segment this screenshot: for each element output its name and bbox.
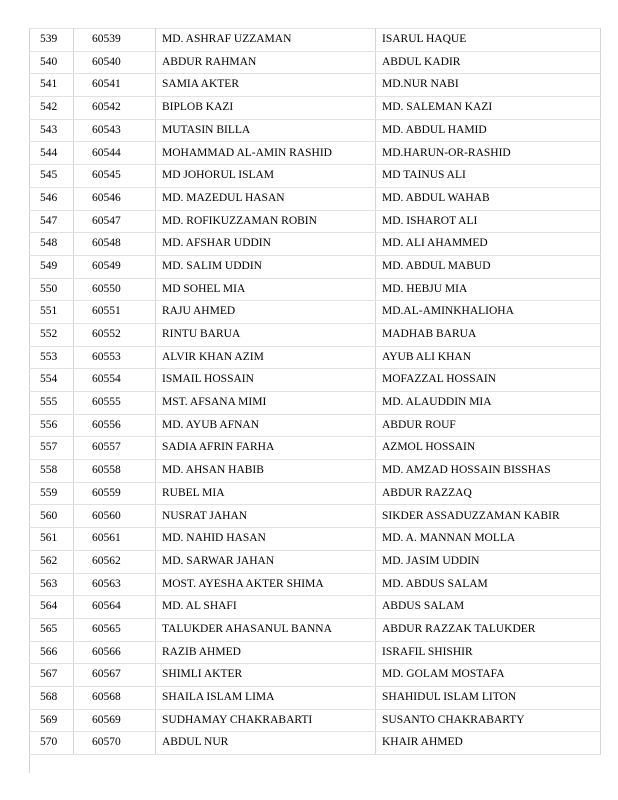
table-row <box>30 74 601 97</box>
father-name-cell: MOFAZZAL HOSSAIN <box>376 369 601 392</box>
serial-number-cell: 547 <box>30 210 74 233</box>
candidate-name-cell: MD. ROFIKUZZAMAN ROBIN <box>156 210 376 233</box>
candidate-name-cell: MD. SALIM UDDIN <box>156 255 376 278</box>
table-row <box>30 437 601 460</box>
table-row <box>30 550 601 573</box>
candidate-name-cell: SHAILA ISLAM LIMA <box>156 686 376 709</box>
roll-number-cell: 60566 <box>74 641 156 664</box>
father-name-cell: SIKDER ASSADUZZAMAN KABIR <box>376 505 601 528</box>
serial-number-cell: 554 <box>30 369 74 392</box>
roll-number-cell: 60558 <box>74 460 156 483</box>
table-row <box>30 641 601 664</box>
candidate-name-cell: ABDUR RAHMAN <box>156 51 376 74</box>
table-row <box>30 165 601 188</box>
father-name-cell: MD. ABDUL HAMID <box>376 119 601 142</box>
table-row <box>30 392 601 415</box>
table-row <box>30 51 601 74</box>
serial-number-cell: 560 <box>30 505 74 528</box>
table-row <box>30 301 601 324</box>
serial-number-cell: 565 <box>30 618 74 641</box>
father-name-cell: ISARUL HAQUE <box>376 29 601 52</box>
roster-table <box>29 28 601 755</box>
roll-number-cell: 60567 <box>74 664 156 687</box>
table-row <box>30 255 601 278</box>
serial-number-cell: 561 <box>30 528 74 551</box>
candidate-name-cell: MD. MAZEDUL HASAN <box>156 187 376 210</box>
table-row <box>30 323 601 346</box>
father-name-cell: MD. HEBJU MIA <box>376 278 601 301</box>
father-name-cell: ISRAFIL SHISHIR <box>376 641 601 664</box>
candidate-name-cell: RAZIB AHMED <box>156 641 376 664</box>
table-row <box>30 119 601 142</box>
father-name-cell: MD. JASIM UDDIN <box>376 550 601 573</box>
table-row <box>30 233 601 256</box>
roll-number-cell: 60554 <box>74 369 156 392</box>
father-name-cell: ABDUR RAZZAK TALUKDER <box>376 618 601 641</box>
serial-number-cell: 556 <box>30 414 74 437</box>
candidate-name-cell: RINTU BARUA <box>156 323 376 346</box>
father-name-cell: KHAIR AHMED <box>376 732 601 755</box>
table-row <box>30 686 601 709</box>
serial-number-cell: 567 <box>30 664 74 687</box>
serial-number-cell: 566 <box>30 641 74 664</box>
candidate-name-cell: MUTASIN BILLA <box>156 119 376 142</box>
father-name-cell: MD. ALI AHAMMED <box>376 233 601 256</box>
father-name-cell: MD. ABDUL MABUD <box>376 255 601 278</box>
father-name-cell: MADHAB BARUA <box>376 323 601 346</box>
father-name-cell: MD. SALEMAN KAZI <box>376 97 601 120</box>
table-row <box>30 482 601 505</box>
father-name-cell: MD. ABDUS SALAM <box>376 573 601 596</box>
roll-number-cell: 60540 <box>74 51 156 74</box>
table-row <box>30 278 601 301</box>
father-name-cell: MD. ISHAROT ALI <box>376 210 601 233</box>
father-name-cell: ABDUR ROUF <box>376 414 601 437</box>
roll-number-cell: 60568 <box>74 686 156 709</box>
serial-number-cell: 548 <box>30 233 74 256</box>
table-row <box>30 709 601 732</box>
serial-number-cell: 540 <box>30 51 74 74</box>
father-name-cell: MD.HARUN-OR-RASHID <box>376 142 601 165</box>
serial-number-cell: 541 <box>30 74 74 97</box>
table-row <box>30 414 601 437</box>
roll-number-cell: 60543 <box>74 119 156 142</box>
serial-number-cell: 559 <box>30 482 74 505</box>
candidate-name-cell: MD. AYUB AFNAN <box>156 414 376 437</box>
table-row <box>30 573 601 596</box>
roll-number-cell: 60547 <box>74 210 156 233</box>
roll-number-cell: 60561 <box>74 528 156 551</box>
candidate-name-cell: SUDHAMAY CHAKRABARTI <box>156 709 376 732</box>
father-name-cell: MD. A. MANNAN MOLLA <box>376 528 601 551</box>
candidate-name-cell: NUSRAT JAHAN <box>156 505 376 528</box>
roll-number-cell: 60544 <box>74 142 156 165</box>
father-name-cell: AZMOL HOSSAIN <box>376 437 601 460</box>
roll-number-cell: 60555 <box>74 392 156 415</box>
serial-number-cell: 553 <box>30 346 74 369</box>
roll-number-cell: 60564 <box>74 596 156 619</box>
serial-number-cell: 545 <box>30 165 74 188</box>
father-name-cell: MD. ALAUDDIN MIA <box>376 392 601 415</box>
candidate-name-cell: ABDUL NUR <box>156 732 376 755</box>
candidate-name-cell: BIPLOB KAZI <box>156 97 376 120</box>
serial-number-cell: 539 <box>30 29 74 52</box>
serial-number-cell: 544 <box>30 142 74 165</box>
father-name-cell: ABDUR RAZZAQ <box>376 482 601 505</box>
candidate-name-cell: SADIA AFRIN FARHA <box>156 437 376 460</box>
serial-number-cell: 549 <box>30 255 74 278</box>
roster-table-body <box>30 29 601 755</box>
candidate-name-cell: MD. ASHRAF UZZAMAN <box>156 29 376 52</box>
candidate-name-cell: MOHAMMAD AL-AMIN RASHID <box>156 142 376 165</box>
father-name-cell: ABDUS SALAM <box>376 596 601 619</box>
candidate-name-cell: SHIMLI AKTER <box>156 664 376 687</box>
roll-number-cell: 60553 <box>74 346 156 369</box>
father-name-cell: MD. ABDUL WAHAB <box>376 187 601 210</box>
roll-number-cell: 60570 <box>74 732 156 755</box>
father-name-cell: MD TAINUS ALI <box>376 165 601 188</box>
serial-number-cell: 543 <box>30 119 74 142</box>
father-name-cell: MD.NUR NABI <box>376 74 601 97</box>
serial-number-cell: 557 <box>30 437 74 460</box>
serial-number-cell: 562 <box>30 550 74 573</box>
table-row <box>30 346 601 369</box>
roll-number-cell: 60541 <box>74 74 156 97</box>
father-name-cell: MD.AL-AMINKHALIOHA <box>376 301 601 324</box>
roll-number-cell: 60550 <box>74 278 156 301</box>
candidate-name-cell: MD. AFSHAR UDDIN <box>156 233 376 256</box>
father-name-cell: SHAHIDUL ISLAM LITON <box>376 686 601 709</box>
roll-number-cell: 60569 <box>74 709 156 732</box>
table-row <box>30 732 601 755</box>
roll-number-cell: 60548 <box>74 233 156 256</box>
roll-number-cell: 60563 <box>74 573 156 596</box>
table-row <box>30 460 601 483</box>
father-name-cell: MD. GOLAM MOSTAFA <box>376 664 601 687</box>
candidate-name-cell: MD. AHSAN HABIB <box>156 460 376 483</box>
serial-number-cell: 558 <box>30 460 74 483</box>
table-row <box>30 97 601 120</box>
roll-number-cell: 60551 <box>74 301 156 324</box>
serial-number-cell: 563 <box>30 573 74 596</box>
candidate-name-cell: MD. AL SHAFI <box>156 596 376 619</box>
table-row <box>30 528 601 551</box>
candidate-name-cell: MD. NAHID HASAN <box>156 528 376 551</box>
roll-number-cell: 60549 <box>74 255 156 278</box>
candidate-name-cell: RUBEL MIA <box>156 482 376 505</box>
candidate-name-cell: ALVIR KHAN AZIM <box>156 346 376 369</box>
candidate-name-cell: TALUKDER AHASANUL BANNA <box>156 618 376 641</box>
serial-number-cell: 542 <box>30 97 74 120</box>
serial-number-cell: 552 <box>30 323 74 346</box>
serial-number-cell: 555 <box>30 392 74 415</box>
candidate-name-cell: MST. AFSANA MIMI <box>156 392 376 415</box>
table-row <box>30 505 601 528</box>
table-row <box>30 596 601 619</box>
table-border-tail <box>29 755 30 773</box>
serial-number-cell: 551 <box>30 301 74 324</box>
serial-number-cell: 564 <box>30 596 74 619</box>
roll-number-cell: 60552 <box>74 323 156 346</box>
father-name-cell: ABDUL KADIR <box>376 51 601 74</box>
table-row <box>30 29 601 52</box>
roll-number-cell: 60545 <box>74 165 156 188</box>
father-name-cell: MD. AMZAD HOSSAIN BISSHAS <box>376 460 601 483</box>
serial-number-cell: 546 <box>30 187 74 210</box>
father-name-cell: AYUB ALI KHAN <box>376 346 601 369</box>
serial-number-cell: 568 <box>30 686 74 709</box>
roll-number-cell: 60565 <box>74 618 156 641</box>
roll-number-cell: 60546 <box>74 187 156 210</box>
candidate-name-cell: MD SOHEL MIA <box>156 278 376 301</box>
roll-number-cell: 60542 <box>74 97 156 120</box>
roll-number-cell: 60560 <box>74 505 156 528</box>
roll-number-cell: 60557 <box>74 437 156 460</box>
candidate-name-cell: MD JOHORUL ISLAM <box>156 165 376 188</box>
candidate-name-cell: MD. SARWAR JAHAN <box>156 550 376 573</box>
roll-number-cell: 60539 <box>74 29 156 52</box>
table-row <box>30 369 601 392</box>
table-row <box>30 618 601 641</box>
candidate-name-cell: SAMIA AKTER <box>156 74 376 97</box>
roll-number-cell: 60562 <box>74 550 156 573</box>
roll-number-cell: 60556 <box>74 414 156 437</box>
serial-number-cell: 570 <box>30 732 74 755</box>
table-row <box>30 664 601 687</box>
table-row <box>30 187 601 210</box>
candidate-name-cell: MOST. AYESHA AKTER SHIMA <box>156 573 376 596</box>
father-name-cell: SUSANTO CHAKRABARTY <box>376 709 601 732</box>
candidate-name-cell: ISMAIL HOSSAIN <box>156 369 376 392</box>
table-row <box>30 142 601 165</box>
serial-number-cell: 550 <box>30 278 74 301</box>
table-row <box>30 210 601 233</box>
roster-table-container <box>29 28 601 755</box>
roll-number-cell: 60559 <box>74 482 156 505</box>
candidate-name-cell: RAJU AHMED <box>156 301 376 324</box>
serial-number-cell: 569 <box>30 709 74 732</box>
